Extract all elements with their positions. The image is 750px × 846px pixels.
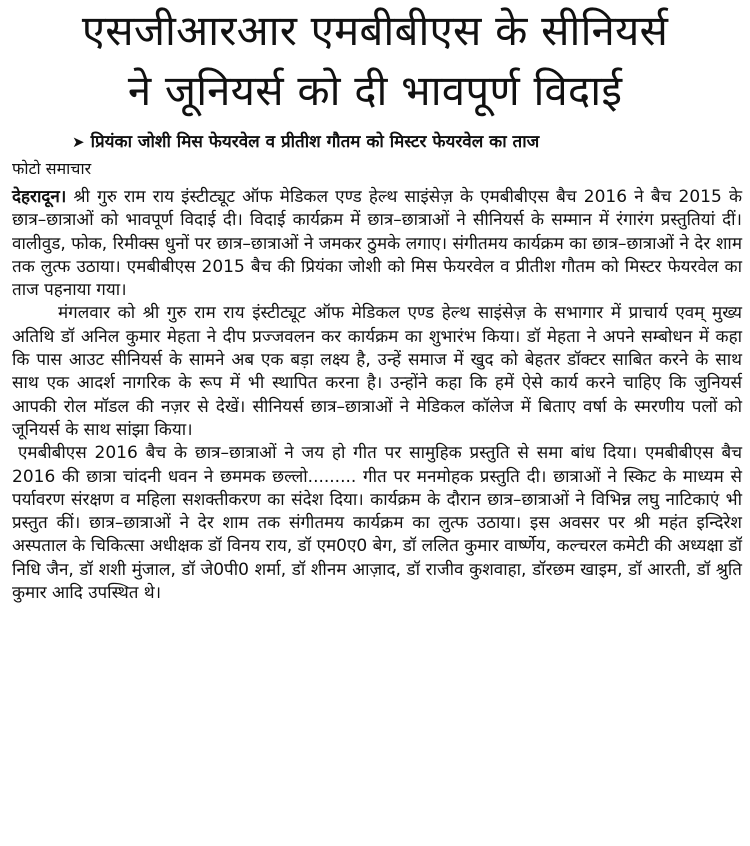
article-body — [12, 186, 742, 605]
subheadline-text: प्रियंका जोशी मिस फेयरवेल व प्रीतीश गौतम को मिस्टर फेयरवेल का ताज — [90, 132, 540, 152]
headline-line-2: ने जूनियर्स को दी भावपूर्ण विदाई — [127, 66, 623, 115]
headline-line-1: एसजीआरआर एमबीबीएस के सीनियर्स — [81, 6, 669, 55]
paragraph-2: मंगलवार को श्री गुरु राम राय इंस्टीट्यूट ऑफ मेडिकल एण्ड हेल्थ साइंसेज़ के सभागार में प्राचार्य एवम् मुख्य अतिथि डॉ अनिल कुमार मेहता ने दीप प्रज्जवलन कर कार्यक्रम का शुभारंभ किया। डॉ मेहता ने अपने सम्बोधन में कहा कि पास आउट सीनियर्स के सामने अब एक बड़ा लक्ष्य है, उन्हें समाज में खुद को बेहतर डॉक्टर साबित करने के साथ साथ एक आदर्श नागरिक के रूप में भी स्थापित करना है। उन्होंने कहा कि हमें ऐसे कार्य करने चाहिए कि जुनियर्स आपकी रोल मॉडल की नज़र से देखें। सीनियर्स छात्र–छात्राओं ने मेडिकल कॉलेज में बिताए वर्षा के स्मरणीय पलों को जूनियर्स के साथ सांझा किया। — [12, 303, 742, 440]
paragraph-1 — [12, 186, 742, 302]
arrow-bullet-icon: ➤ — [72, 133, 85, 151]
dateline: देहरादून। — [12, 187, 67, 207]
paragraph-3: एमबीबीएस 2016 बैच के छात्र–छात्राओं ने जय हो गीत पर सामुहिक प्रस्तुति से समा बांध दिया। एमबीबीएस बैच 2016 की छात्रा चांदनी धवन ने छममक छल्लो......... गीत पर मनमोहक प्रस्तुति दी। छात्राओं ने स्किट के माध्यम से पर्यावरण संरक्षण व महिला सशक्तीकरण का संदेश दिया। कार्यक्रम के दौरान छात्र–छात्राओं ने विभिन्न लघु नाटिकाएं भी प्रस्तुत कीं। छात्र–छात्राओं ने देर शाम तक संगीतमय कार्यक्रम का लुत्फ उठाया। इस अवसर पर श्री महंत इन्दिरेश अस्पताल के चिकित्सा अधीक्षक डॉ विनय राय, डॉ एम0ए0 बेग, डॉ ललित कुमार वार्ष्णेय, कल्चरल कमेटी की अध्यक्षा डॉ निधि जैन, डॉ शशी मुंजाल, डॉ जे0पी0 शर्मा, डॉ शीनम आज़ाद, डॉ राजीव कुशवाहा, डॉरछम खाइम, डॉ आरती, डॉ श्रुति कुमार आदि उपस्थित थे। — [12, 443, 742, 604]
paragraph-1-text: श्री गुरु राम राय इंस्टीट्यूट ऑफ मेडिकल एण्ड हेल्थ साइंसेज़ के एमबीबीएस बैच 2016 ने बैच 2015 के छात्र–छात्राओं को भावपूर्ण विदाई दी। विदाई कार्यक्रम में छात्र–छात्राओं ने सीनियर्स के सम्मान में रंगारंग प्रस्तुतियां दीं। वालीवुड, फोक, रिमीक्स धुनों पर छात्र–छात्राओं ने जमकर ठुमके लगाए। संगीतमय कार्यक्रम का छात्र–छात्राओं ने देर शाम तक लुत्फ उठाया। एमबीबीएस 2015 बैच की प्रियंका जोशी को मिस फेयरवेल व प्रीतीश गौतम को मिस्टर फेयरवेल का ताज पहनाया गया। — [12, 187, 743, 301]
photo-credit: फोटो समाचार — [12, 159, 92, 178]
subheadline — [72, 130, 750, 154]
